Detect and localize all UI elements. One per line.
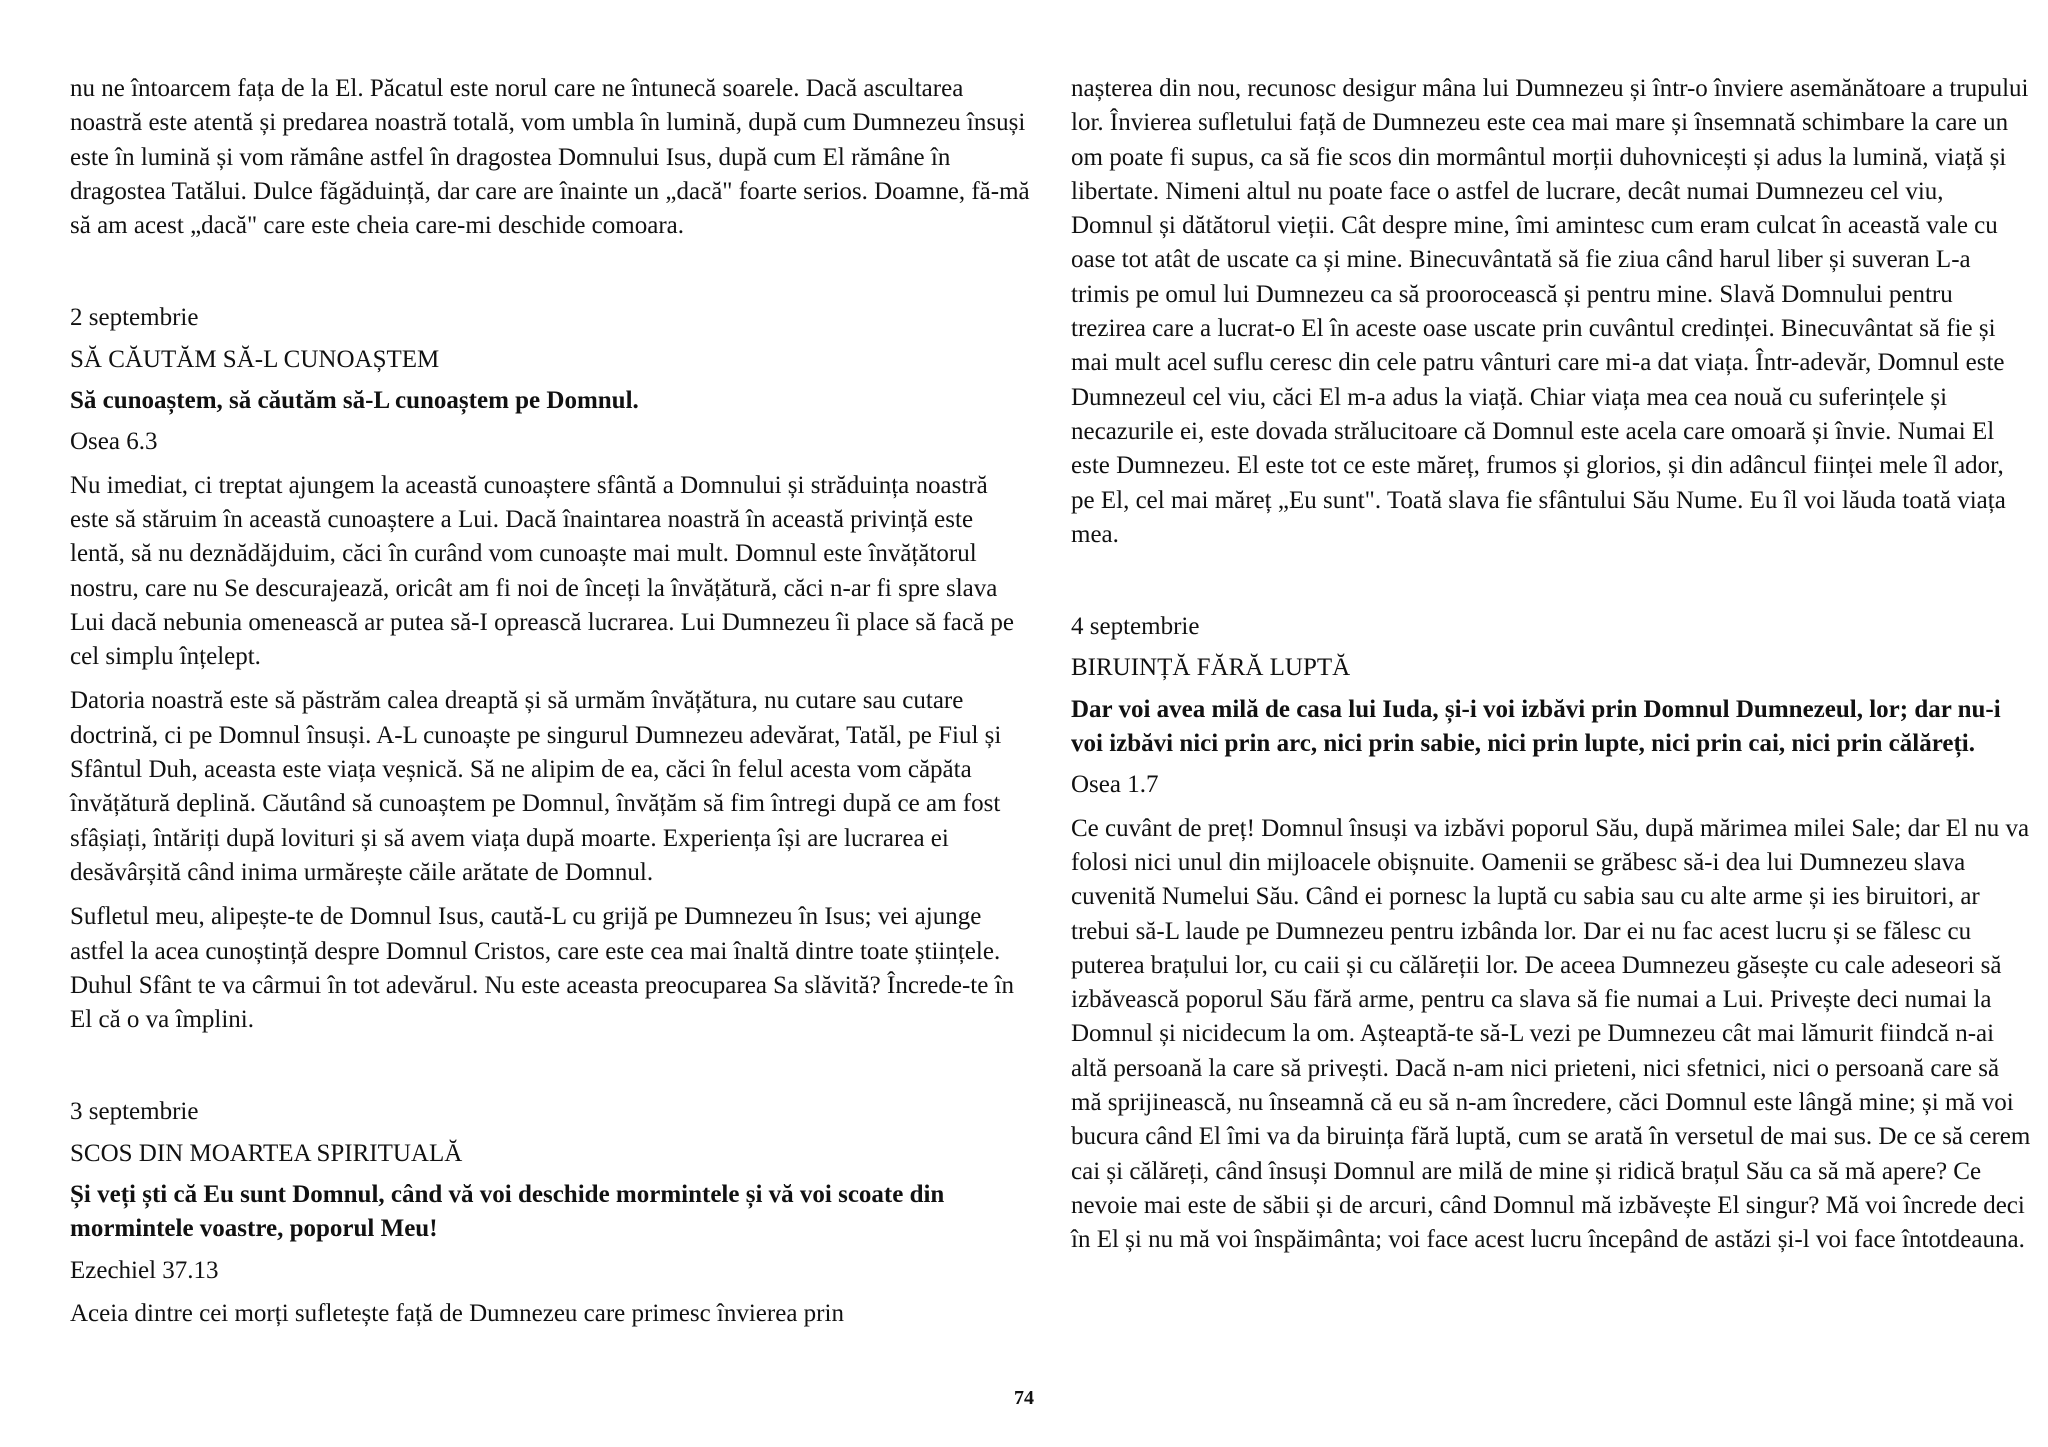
entry-date-sep2: 2 septembrie — [70, 304, 199, 332]
entry-title-sep3: SCOS DIN MOARTEA SPIRITUALĂ — [70, 1139, 463, 1167]
entry-title-sep2: SĂ CĂUTĂM SĂ-L CUNOAȘTEM — [70, 345, 440, 373]
section-spacer — [70, 253, 1030, 301]
body-paragraph: Datoria noastră este să păstrăm calea dreaptă și să urmăm învățătura, nu cutare sau cutare doctrină, ci pe Domnul însuși. A-L cunoaște pe singurul Dumnezeu adevărat, Tatăl, pe Fiul și Sfântul Duh, aceasta este viața veșnică. Să ne alipim de ea, căci în felul acesta vom căpăta învățătură deplină. Căutând să cunoaștem pe Domnul, învățăm să fim întregi după ce am fost sfâșiați, întăriți după lovituri și să avem viața după moarte. Experiența își are lucrarea ei desăvârșită când inima urmărește căile arătate de Domnul. — [70, 687, 1002, 886]
verse-reference-sep4: Osea 1.7 — [1071, 771, 1159, 799]
verse-reference-sep2: Osea 6.3 — [70, 428, 158, 456]
body-paragraph: Ce cuvânt de preț! Domnul însuși va izbăvi poporul Său, după mărimea milei Sale; dar El nu va folosi nici unul din mijloacele obișnuite. Oamenii se grăbesc să-i dea lui Dumnezeu slava cuvenită Numelui Său. Când ei pornesc la luptă cu sabia sau cu alte arme și ies biruitori, ar trebui să-L laude pe Dumnezeu pentru izbânda lor. Dar ei nu fac acest lucru și se fălesc cu puterea brațului lor, cu caii și cu călăreții lor. De aceea Dumnezeu găsește cu cale adeseori să izbăvească poporul Său fără arme, pentru ca slava să fie numai a Lui. Privește deci numai la Domnul și nicidecum la om. Așteaptă-te să-L vezi pe Dumnezeu cât mai lămurit fiindcă n-ai altă persoană la care să privești. Dacă n-am nici prieteni, nici sfetnici, nici o persoană care să mă sprijinească, nu înseamnă că eu să n-am încredere, căci Domnul este lângă mine; și mă voi bucura când El îmi va da biruința fără luptă, cum se arată în versetul de mai sus. De ce să cerem cai și călăreți, când însuși Domnul are milă de mine și ridică brațul Său ca să mă apere? Ce nevoie mai este de săbii și de arcuri, când Domnul mă izbăvește El singur? Mă voi încrede deci în El și nu mă voi înspăimânta; voi face acest lucru începând de astăzi și-l voi face întotdeauna. — [1071, 814, 2031, 1254]
section-spacer — [1071, 562, 2031, 610]
verse-sep3: Și veți ști că Eu sunt Domnul, când vă voi deschide mormintele și vă voi scoate din mormintele voastre, poporul Meu! — [70, 1181, 945, 1243]
verse-sep4: Dar voi avea milă de casa lui Iuda, și-i voi izbăvi prin Domnul Dumnezeul, lor; dar nu-i voi izbăvi nici prin arc, nici prin sabie, nici prin lupte, nici prin cai, nici prin călăreți. — [1071, 695, 2001, 758]
right-column — [1071, 72, 2031, 1268]
entry-title-sep4: BIRUINȚĂ FĂRĂ LUPTĂ — [1071, 654, 1351, 682]
body-paragraph: Sufletul meu, alipește-te de Domnul Isus, caută-L cu grijă pe Dumnezeu în Isus; vei ajunge astfel la acea cunoștință despre Domnul Cristos, care este cea mai înaltă dintre toate științele. Duhul Sfânt te va cârmui în tot adevărul. Nu este aceasta preocuparea Sa slăvită? Încrede-te în El că o va împlini. — [70, 903, 1015, 1034]
verse-reference-sep3: Ezechiel 37.13 — [70, 1256, 219, 1284]
intro-paragraph: nu ne întoarcem fața de la El. Păcatul este norul care ne întunecă soarele. Dacă ascultarea noastră este atentă și predarea noastră totală, vom umbla în lumină, după cum Dumnezeu însuși este în lumină și vom rămâne astfel în dragostea Domnului Isus, după cum El rămâne în dragostea Tatălui. Dulce făgăduință, dar care are înainte un „dacă" foarte serios. Doamne, fă-mă să am acest „dacă" care este cheia care-mi deschide comoara. — [70, 75, 1030, 240]
body-paragraph: Nu imediat, ci treptat ajungem la această cunoaștere sfântă a Domnului și străduința noastră este să stăruim în această cunoaștere a Lui. Dacă înaintarea noastră în această privință este lentă, să nu deznădăjduim, căci în curând vom cunoaște mai mult. Domnul este învățătorul nostru, care nu Se descurajează, oricât am fi noi de înceți la învățătură, căci n-ar fi spre slava Lui dacă nebunia omenească ar putea să-I oprească lucrarea. Lui Dumnezeu îi place să facă pe cel simplu înțelept. — [70, 471, 1014, 671]
entry-date-sep3: 3 septembrie — [70, 1098, 199, 1126]
section-spacer — [70, 1047, 1030, 1095]
entry-date-sep4: 4 septembrie — [1071, 613, 1200, 641]
verse-sep2: Să cunoaștem, să căutăm să-L cunoaștem pe Domnul. — [70, 387, 639, 415]
continuation-paragraph: nașterea din nou, recunosc desigur mâna lui Dumnezeu și într-o înviere asemănătoare a trupului lor. Învierea sufletului față de Dumnezeu este cea mai mare și însemnată schimbare la care un om poate fi supus, ca să fie scos din mormântul morții duhovnicești și adus la lumină, viață și libertate. Nimeni altul nu poate face o astfel de lucrare, decât numai Dumnezeu cel viu, Domnul și dătătorul vieții. Cât despre mine, îmi amintesc cum eram culcat în această vale cu oase tot atât de uscate ca și mine. Binecuvântată să fie ziua când harul liber și suveran L-a trimis pe omul lui Dumnezeu ca să proorocească și pentru mine. Slavă Domnului pentru trezirea care a lucrat-o El în aceste oase uscate prin cuvântul credinței. Binecuvântat să fie și mai mult acel suflu ceresc din cele patru vânturi care mi-a dat viața. Într-adevăr, Domnul este Dumnezeul cel viu, căci El m-a adus la viață. Chiar viața mea cea nouă cu suferințele și necazurile ei, este dovada strălucitoare că Domnul este acela care omoară și învie. Numai El este Dumnezeu. El este tot ce este măreț, frumos și glorios, și din adâncul ființei mele îl ador, pe El, cel mai măreț „Eu sunt". Toată slava fie sfântului Său Nume. Eu îl voi lăuda toată viața mea. — [1071, 75, 2029, 548]
left-column — [70, 72, 1030, 1341]
body-paragraph: Aceia dintre cei morți sufletește față de Dumnezeu care primesc învierea prin — [70, 1299, 844, 1327]
page-number: 74 — [1014, 1387, 1034, 1409]
